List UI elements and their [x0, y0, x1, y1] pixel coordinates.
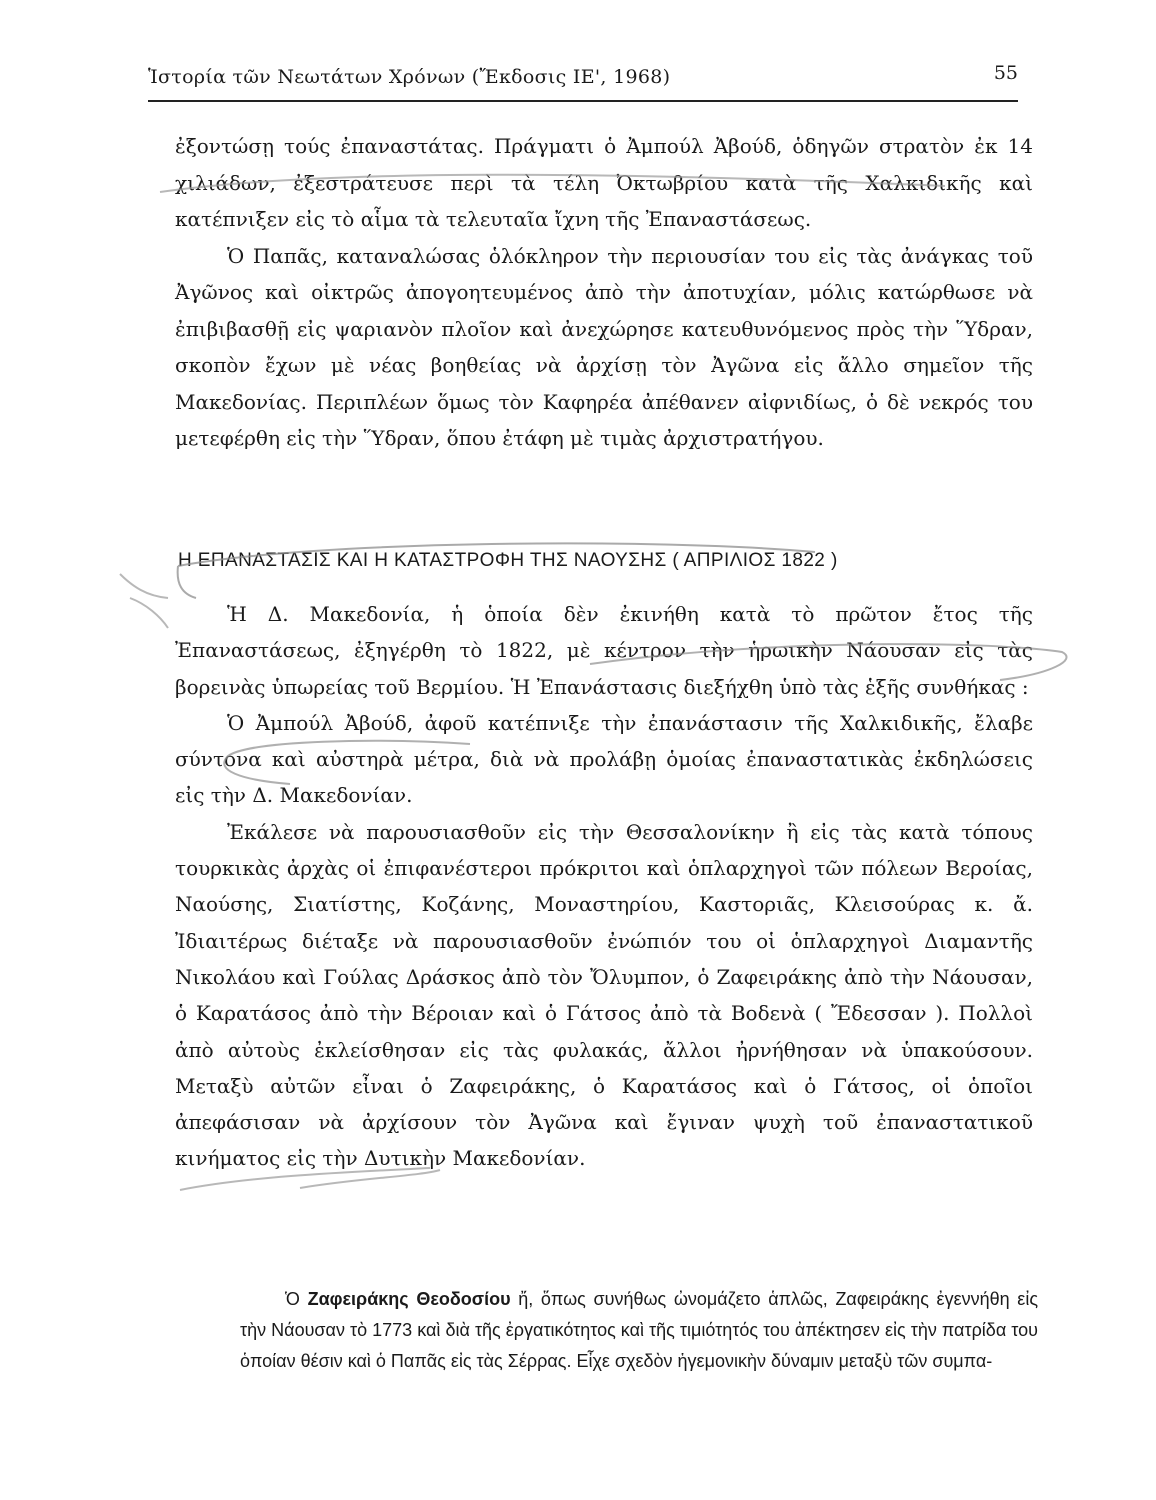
paragraph: Ἐκάλεσε νὰ παρουσιασθοῦν εἰς τὴν Θεσσαλονίκην ἢ εἰς τὰς κατὰ τόπους τουρκικὰς ἀρχὰς οἱ ἐπιφανέστεροι πρόκριτοι καὶ ὁπλαρχηγοὶ τῶν πόλεων Βεροίας, Ναούσης, Σιατίστης, Κοζάνης, Μοναστηρίου, Καστοριᾶς, Κλεισούρας κ. ἄ. Ἰδιαιτέρως διέταξε νὰ παρουσιασθοῦν ἐνώπιόν του οἱ ὁπλαρχηγοὶ Διαμαντῆς Νικολάου καὶ Γούλας Δράσκος ἀπὸ τὸν Ὄλυμπον, ὁ Ζαφειράκης ἀπὸ τὴν Νάουσαν, ὁ Καρατάσος ἀπὸ τὴν Βέροιαν καὶ ὁ Γάτσος ἀπὸ τὰ Βοδενὰ ( Ἔδεσσαν ). Πολλοὶ ἀπὸ αὐτοὺς ἐκλείσθησαν εἰς τὰς φυλακάς, ἄλλοι ἠρνήθησαν νὰ ὑπακούσουν. Μεταξὺ αὐτῶν εἶναι ὁ Ζαφειράκης, ὁ Καρατάσος καὶ ὁ Γάτσος, οἱ ὁποῖοι ἀπεφάσισαν νὰ ἀρχίσουν τὸν Ἀγῶνα καὶ ἔγιναν ψυχὴ τοῦ ἐπαναστατικοῦ κινήματος εἰς τὴν Δυτικὴν Μακεδονίαν.	[175, 819, 1033, 1171]
body-text-top	[175, 128, 1033, 457]
page-number: 55	[993, 62, 1018, 84]
pencil-margin-mark	[120, 574, 168, 628]
footnote-paragraph	[240, 1284, 1038, 1377]
body-text-bottom	[175, 596, 1033, 1177]
section-heading: Η ΕΠΑΝΑΣΤΑΣΙΣ ΚΑΙ Η ΚΑΤΑΣΤΡΟΦΗ ΤΗΣ ΝΑΟΥΣΗΣ ( ΑΠΡΙΛΙΟΣ 1822 )	[178, 550, 838, 571]
running-title: Ἱστορία τῶν Νεωτάτων Χρόνων (Ἔκδοσις ΙΕ', 1968)	[148, 66, 671, 88]
footnote-text: ἤ, ὅπως συνήθως ὠνομάζετο ἁπλῶς, Ζαφειράκης ἐγεννήθη εἰς τὴν Νάουσαν τὸ 1773 καὶ διὰ τῆς ἐργατικότητος καὶ τῆς τιμιότητός του ἀπέκτησεν εἰς τὴν πατρίδα του ὁποίαν θέσιν καὶ ὁ Παπᾶς εἰς τὰς Σέρρας. Εἶχε σχεδὸν ἡγεμονικὴν δύναμιν μεταξὺ τῶν συμπα-	[240, 1289, 1038, 1371]
footnote-name: Ζαφειράκης Θεοδοσίου	[307, 1289, 511, 1309]
footnote-lead: Ὁ	[285, 1289, 300, 1309]
paragraph: Ὁ Παπᾶς, καταναλώσας ὁλόκληρον τὴν περιουσίαν του εἰς τὰς ἀνάγκας τοῦ Ἀγῶνος καὶ οἰκτρῶς ἀπογοητευμένος ἀπὸ τὴν ἀποτυχίαν, μόλις κατώρθωσε νὰ ἐπιβιβασθῇ εἰς ψαριανὸν πλοῖον καὶ ἀνεχώρησε κατευθυνόμενος πρὸς τὴν Ὕδραν, σκοπὸν ἔχων μὲ νέας βοηθείας νὰ ἀρχίσῃ τὸν Ἀγῶνα εἰς ἄλλο σημεῖον τῆς Μακεδονίας. Περιπλέων ὅμως τὸν Καφηρέα ἀπέθανεν αἰφνιδίως, ὁ δὲ νεκρός του μετεφέρθη εἰς τὴν Ὕδραν, ὅπου ἐτάφη μὲ τιμὰς ἀρχιστρατήγου.	[175, 243, 1033, 450]
paragraph: Ἡ Δ. Μακεδονία, ἡ ὁποία δὲν ἐκινήθη κατὰ τὸ πρῶτον ἔτος τῆς Ἐπαναστάσεως, ἐξηγέρθη τὸ 1822, μὲ κέντρον τὴν ἡρωικὴν Νάουσαν εἰς τὰς βορεινὰς ὑπωρείας τοῦ Βερμίου. Ἡ Ἐπανάστασις διεξήχθη ὑπὸ τὰς ἑξῆς συνθήκας :	[175, 602, 1033, 699]
paragraph: Ὁ Ἀμπούλ Ἀβούδ, ἀφοῦ κατέπνιξε τὴν ἐπανάστασιν τῆς Χαλκιδικῆς, ἔλαβε σύντονα καὶ αὐστηρὰ μέτρα, διὰ νὰ προλάβῃ ὁμοίας ἐπαναστατικὰς ἐκδηλώσεις εἰς τὴν Δ. Μακεδονίαν.	[175, 710, 1033, 808]
footnote	[240, 1284, 1038, 1377]
page-header	[148, 62, 1018, 102]
paragraph: ἐξοντώσῃ τούς ἐπαναστάτας. Πράγματι ὁ Ἀμπούλ Ἀβούδ, ὁδηγῶν στρατὸν ἐκ 14 χιλιάδων, ἐξεστράτευσε περὶ τὰ τέλη Ὀκτωβρίου κατὰ τῆς Χαλκιδικῆς καὶ κατέπνιξεν εἰς τὸ αἷμα τὰ τελευταῖα ἴχνη τῆς Ἐπαναστάσεως.	[175, 134, 1033, 231]
